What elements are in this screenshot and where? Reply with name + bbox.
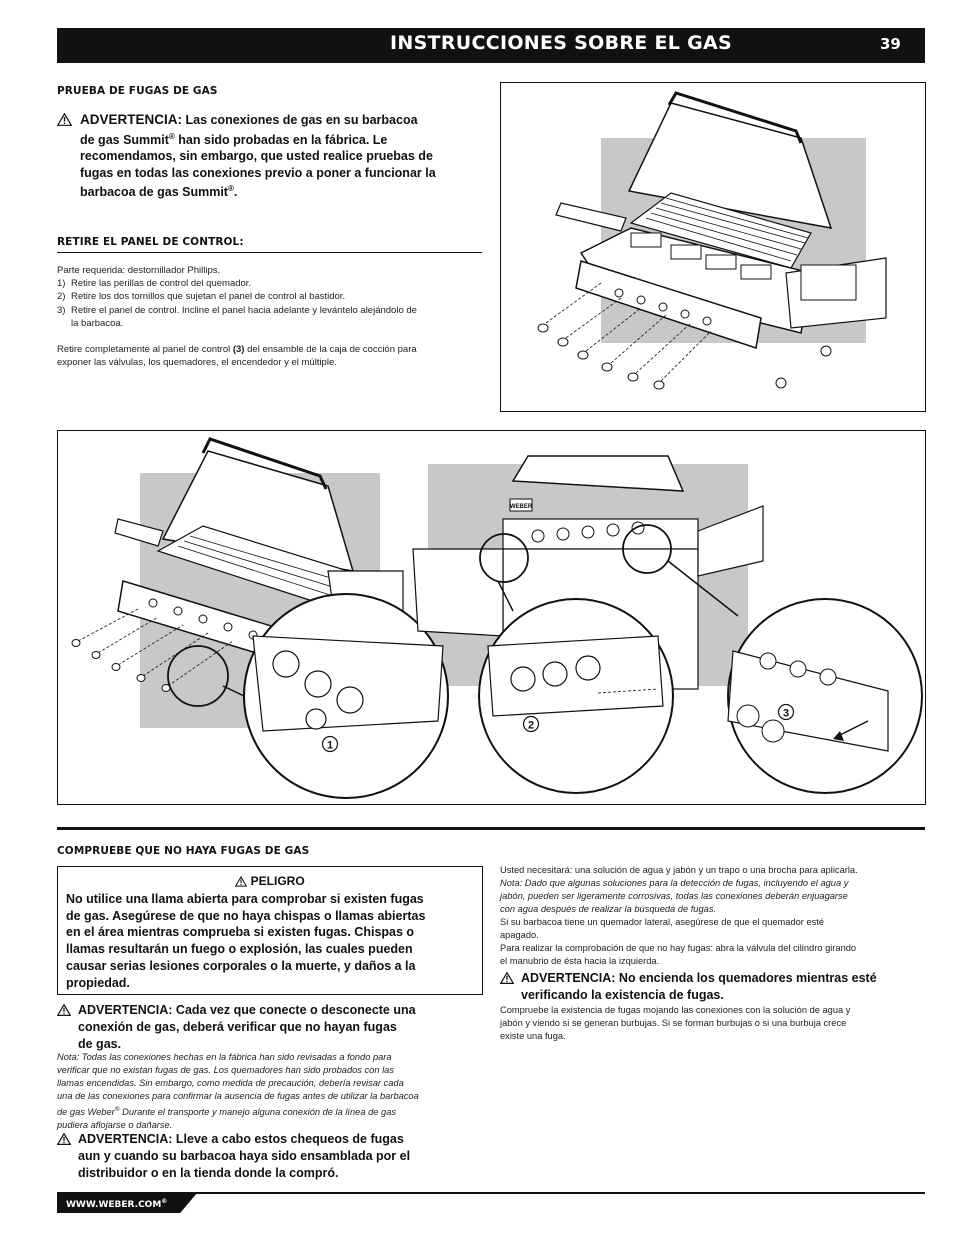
registered-mark: ® bbox=[227, 184, 234, 194]
list-item bbox=[57, 304, 487, 317]
warning-text: han sido probadas en la fábrica. Le bbox=[174, 132, 388, 147]
panel-paragraph bbox=[57, 343, 487, 356]
note-line bbox=[57, 1103, 487, 1119]
part-number: (3) bbox=[232, 344, 245, 356]
warning-text: fugas en todas las conexiones previo a poner a funcionar la bbox=[80, 165, 436, 180]
danger-line: llamas resultarán un fuego o explosión, las cuales pueden bbox=[66, 942, 413, 957]
warning-text: Las conexiones de gas en su barbacoa bbox=[185, 113, 418, 127]
step-number: 1) bbox=[57, 278, 66, 290]
grill-figure-wide bbox=[57, 430, 926, 805]
danger-title-row bbox=[66, 873, 474, 890]
step-text: Retire los dos tornillos que sujetan el panel de control al bastidor. bbox=[71, 291, 346, 303]
summit-warning bbox=[57, 112, 482, 201]
registered-mark: ® bbox=[161, 1198, 168, 1205]
note-line: una de las conexiones para confirmar la ausencia de fugas antes de utilizar la barbacoa bbox=[57, 1091, 419, 1101]
footer-url-text: WWW.WEBER.COM bbox=[66, 1200, 162, 1210]
text-line: apagado. bbox=[500, 930, 539, 940]
heading-rule bbox=[57, 252, 482, 253]
page-title: INSTRUCCIONES SOBRE EL GAS bbox=[390, 32, 732, 54]
bubble-check-text bbox=[500, 1004, 926, 1043]
text-line: Para realizar la comprobación de que no hay fugas: abra la válvula del cilindro girando bbox=[500, 943, 857, 953]
grill-badge-text: WEBER bbox=[509, 504, 533, 510]
check-leaks-heading: COMPRUEBE QUE NO HAYA FUGAS DE GAS bbox=[57, 845, 310, 857]
danger-title: PELIGRO bbox=[250, 874, 305, 888]
list-item bbox=[57, 290, 487, 303]
warning-line: ADVERTENCIA: Lleve a cabo estos chequeos de fugas bbox=[78, 1132, 404, 1146]
text-line: Compruebe la existencia de fugas mojando las conexiones con la solución de agua y bbox=[500, 1005, 851, 1015]
footer-url[interactable] bbox=[66, 1198, 167, 1210]
text-line: jabón y viendo si se generan burbujas. Si se forman burbujas o si una burbuja crece bbox=[500, 1018, 847, 1028]
warning-line: ADVERTENCIA: No encienda los quemadores mientras esté bbox=[521, 971, 877, 985]
dealer-warning bbox=[57, 1131, 482, 1181]
warning-triangle-icon bbox=[57, 113, 72, 131]
grill-detail-illustration bbox=[58, 431, 924, 803]
list-item bbox=[57, 277, 487, 290]
leak-test-heading: PRUEBA DE FUGAS DE GAS bbox=[57, 85, 218, 97]
warning-text: barbacoa de gas Summit bbox=[80, 185, 228, 200]
warning-triangle-icon bbox=[235, 874, 247, 888]
warning-line: distribuidor o en la tienda donde la compró. bbox=[78, 1165, 339, 1180]
note-line: pudiera aflojarse o dañarse. bbox=[57, 1120, 173, 1131]
para-text: del ensamble de la caja de cocción para bbox=[244, 344, 417, 356]
note-line: Nota: Dado que algunas soluciones para la detección de fugas, incluyendo el agua y bbox=[500, 878, 849, 888]
warning-label: ADVERTENCIA: bbox=[80, 112, 183, 127]
danger-line: en el área mientras comprueba si existen fugas. Chispas o bbox=[66, 925, 415, 940]
step-text: Retire el panel de control. Incline el panel hacia adelante y levántelo alejándolo de bbox=[71, 304, 417, 316]
step-number: 2) bbox=[57, 291, 66, 303]
warning-line: verificando la existencia de fugas. bbox=[521, 987, 724, 1002]
warning-line: ADVERTENCIA: Cada vez que conecte o desconecte una bbox=[78, 1003, 416, 1017]
warning-triangle-icon bbox=[500, 972, 514, 989]
warning-text: recomendamos, sin embargo, que usted realice pruebas de bbox=[80, 149, 433, 164]
warning-line: conexión de gas, deberá verificar que no hayan fugas bbox=[78, 1019, 397, 1034]
warning-text: . bbox=[233, 185, 238, 200]
list-item bbox=[57, 317, 487, 330]
callout-2: 2 bbox=[527, 719, 535, 732]
step-number: 3) bbox=[57, 304, 66, 316]
remove-panel-heading: RETIRE EL PANEL DE CONTROL: bbox=[57, 236, 244, 248]
text-line: existe una fuga. bbox=[500, 1031, 566, 1041]
note-line: Nota: Todas las conexiones hechas en la fábrica han sido revisadas a fondo para bbox=[57, 1052, 392, 1062]
note-line: jabón, pueden ser ligeramente corrosivas, todas las conexiones deberán enjuagarse bbox=[500, 891, 848, 901]
factory-note bbox=[57, 1051, 487, 1132]
step-text: Retire las perillas de control del quemador. bbox=[71, 278, 252, 290]
danger-line: No utilice una llama abierta para comprobar si existen fugas bbox=[66, 891, 424, 906]
step-text: la barbacoa. bbox=[71, 317, 124, 329]
note-line: con agua después de realizar la búsqueda de fugas. bbox=[500, 904, 717, 914]
registered-mark: ® bbox=[168, 131, 175, 141]
callout-3: 3 bbox=[782, 707, 790, 720]
header-bar bbox=[57, 28, 925, 63]
remove-panel-instructions bbox=[57, 264, 487, 369]
text-line: Si su barbacoa tiene un quemador lateral, asegúrese de que el quemador esté bbox=[500, 917, 825, 927]
danger-line: de gas. Asegúrese de que no haya chispas o llamas abiertas bbox=[66, 908, 426, 923]
part-required: Parte requerida: destornillador Phillips. bbox=[57, 265, 221, 276]
danger-box bbox=[57, 866, 483, 995]
text-line: el manubrio de ésta hacia la izquierda. bbox=[500, 956, 660, 966]
page-number: 39 bbox=[880, 35, 901, 53]
grill-illustration bbox=[501, 83, 924, 410]
grill-figure-top bbox=[500, 82, 926, 412]
warning-line: de gas. bbox=[78, 1036, 122, 1051]
warning-triangle-icon bbox=[57, 1004, 71, 1021]
note-text: Durante el transporte y manejo alguna conexión de la línea de gas bbox=[119, 1107, 397, 1118]
burners-warning bbox=[500, 970, 926, 1004]
text-line: Usted necesitará: una solución de agua y jabón y un trapo o una brocha para aplicarla. bbox=[500, 865, 858, 875]
note-text: de gas Weber bbox=[57, 1107, 115, 1118]
para-text: Retire completamente al panel de control bbox=[57, 344, 233, 356]
section-divider bbox=[57, 827, 925, 830]
registered-mark: ® bbox=[114, 1106, 120, 1113]
callout-1: 1 bbox=[326, 739, 334, 752]
right-column-text bbox=[500, 864, 926, 968]
danger-line: causar serias lesiones corporales o la muerte, y daños a la bbox=[66, 958, 416, 973]
warning-triangle-icon bbox=[57, 1133, 71, 1150]
panel-paragraph: exponer las válvulas, los quemadores, el encendedor y el múltiple. bbox=[57, 357, 337, 369]
warning-line: aun y cuando su barbacoa haya sido ensamblada por el bbox=[78, 1148, 411, 1163]
danger-line: propiedad. bbox=[66, 975, 130, 990]
warning-text: de gas Summit bbox=[80, 132, 169, 147]
connection-warning bbox=[57, 1002, 482, 1052]
note-line: verificar que no existan fugas de gas. Los quemadores han sido probados con las bbox=[57, 1065, 394, 1075]
note-line: llamas encendidas. Sin embargo, como medida de precaución, debería revisar cada bbox=[57, 1078, 404, 1088]
